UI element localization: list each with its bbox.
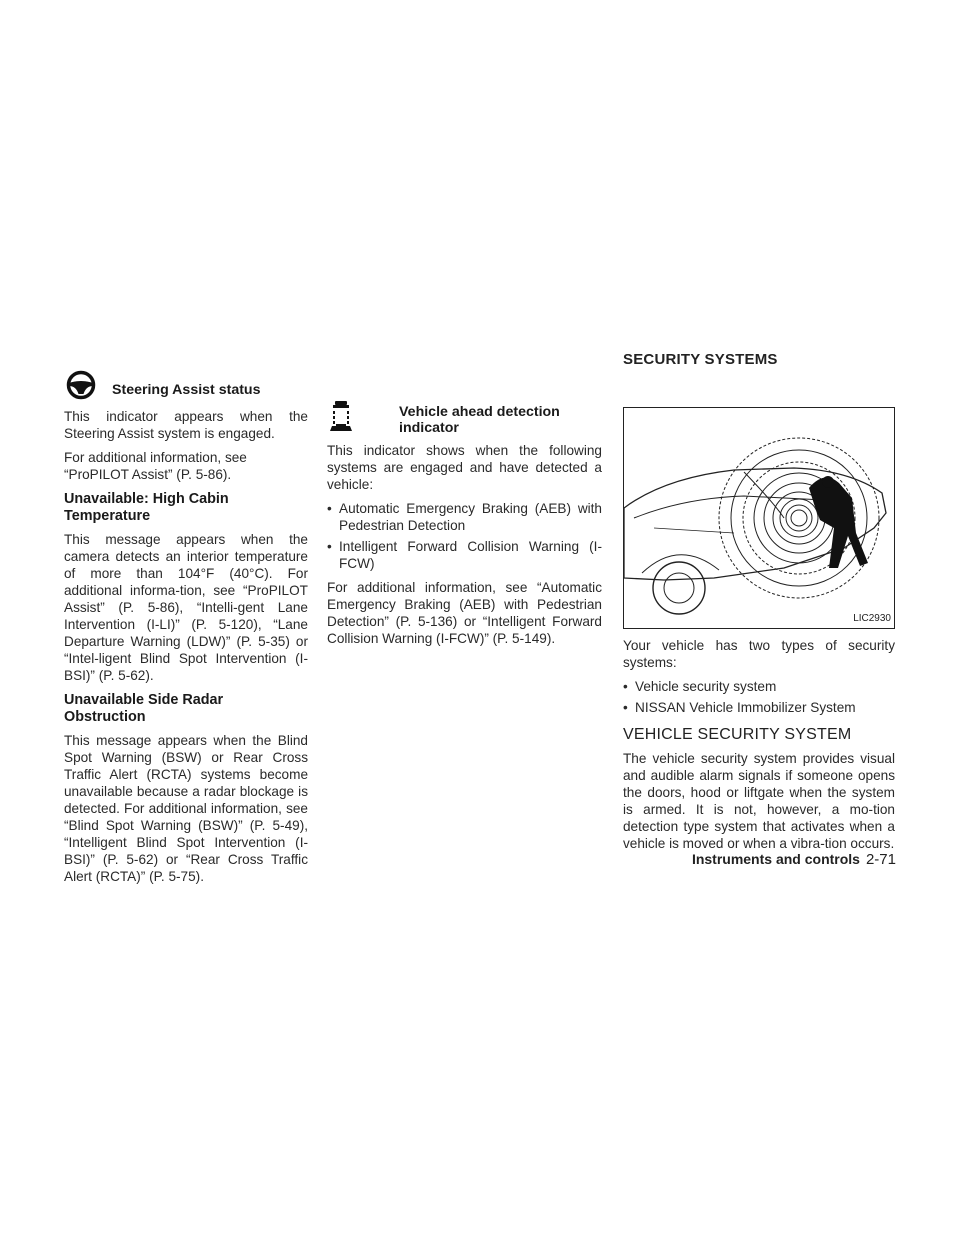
steering-assist-reference: For additional information, see “ProPILOT Assist” (P. 5-86). [64, 450, 247, 482]
security-figure [623, 407, 895, 629]
list-item: • Vehicle security system [623, 678, 895, 695]
vehicle-ahead-icon [327, 400, 355, 436]
vehicle-ahead-reference: For additional information, see “Automatic Emergency Braking (AEB) with Pedestrian Detection” (P. 5-136) or “Intelligent Forward Collision Warning (I-FCW)” (P. 5-149). [327, 580, 602, 646]
footer-page-number: 2-71 [865, 851, 896, 868]
car-sensor-illustration [624, 408, 894, 628]
radar-heading: Unavailable Side Radar Obstruction [64, 692, 224, 725]
vehicle-ahead-list [327, 500, 602, 572]
vehicle-security-text: The vehicle security system provides visual and audible alarm signals if someone opens the doors, hood or liftgate when the system is armed. It is not, however, a mo-tion detection type system that activates when a vehicle is moved or when a vibra-tion occurs. [623, 751, 895, 851]
figure-label: LIC2930 [852, 610, 892, 627]
steering-assist-heading [64, 370, 308, 404]
column-left [64, 370, 308, 892]
vehicle-ahead-text: This indicator shows when the following systems are engaged and have detected a vehicle: [327, 443, 602, 492]
list-item: • NISSAN Vehicle Immobilizer System [623, 699, 895, 716]
vehicle-ahead-title-line2: indicator [399, 420, 459, 436]
column-right [623, 370, 895, 859]
list-item: • Intelligent Forward Collision Warning (I-FCW) [327, 538, 602, 572]
vehicle-security-heading: VEHICLE SECURITY SYSTEM [623, 726, 852, 743]
list-item: • Automatic Emergency Braking (AEB) with Pedestrian Detection [327, 500, 602, 534]
steering-wheel-icon [64, 370, 98, 404]
footer-chapter: Instruments and controls [691, 851, 860, 867]
page-footer [692, 851, 896, 868]
vehicle-ahead-title-line1: Vehicle ahead detection [399, 404, 560, 420]
security-intro: Your vehicle has two types of security systems: [623, 638, 895, 670]
vehicle-ahead-title [399, 400, 560, 436]
security-list [623, 678, 895, 716]
high-temp-heading: Unavailable: High Cabin Temperature [64, 491, 229, 524]
section-title: SECURITY SYSTEMS [623, 351, 778, 368]
steering-assist-title: Steering Assist status [112, 382, 261, 398]
high-temp-text: This message appears when the camera detects an interior temperature of more than 104°F (40°C). For additional informa-tion, see “ProPILOT Assist” (P. 5-86), “Intelli-gent Lane Intervention (I-LI)” (P. 5-120), “Lane Departure Warning (LDW)” (P. 5-35) or “Intel-ligent Blind Spot Intervention (I-BSI)” (P. 5-62). [64, 532, 308, 683]
column-middle [327, 400, 602, 654]
steering-assist-text: This indicator appears when the Steering Assist system is engaged. [64, 409, 308, 441]
vehicle-ahead-heading [327, 400, 602, 436]
radar-text: This message appears when the Blind Spot Warning (BSW) or Rear Cross Traffic Alert (RCTA) systems become unavailable because a radar blockage is detected. For additional information, see “Blind Spot Warning (BSW)” (P. 5-49), “Intelligent Blind Spot Intervention (I-BSI)” (P. 5-62) or “Rear Cross Traffic Alert (RCTA)” (P. 5-75). [64, 733, 308, 884]
